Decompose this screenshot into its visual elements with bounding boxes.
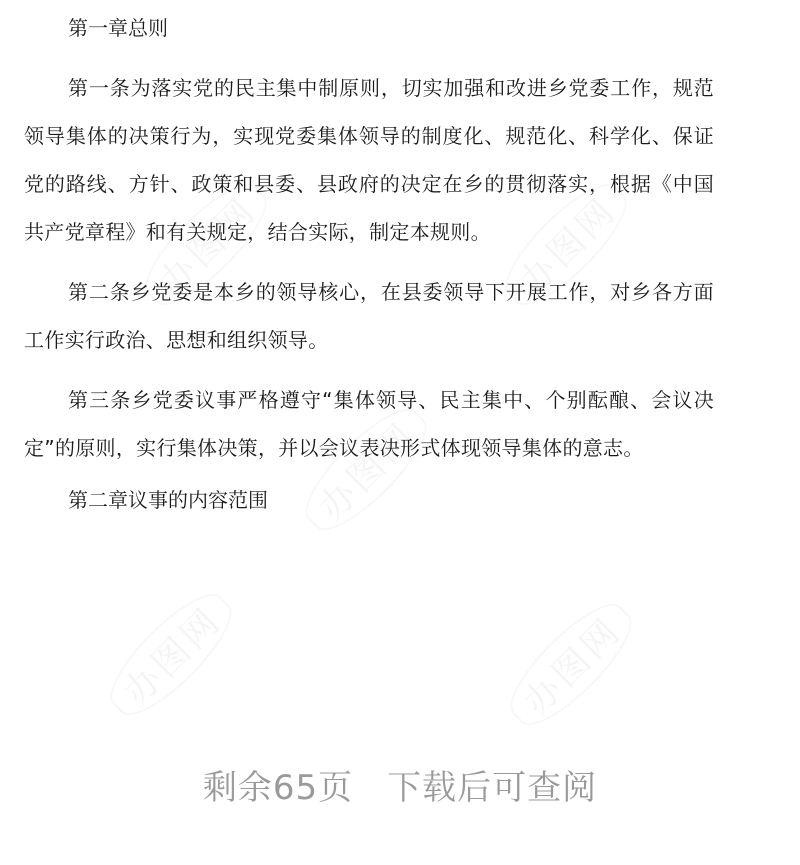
document-body [24,12,714,536]
download-to-view-text: 下载后可查阅 [387,768,598,808]
article-2: 第二条乡党委是本乡的领导核心，在县委领导下开展工作，对乡各方面工作实行政治、思想和组织领导。 [24,280,714,352]
chapter-2-title: 第二章议事的内容范围 [68,488,268,512]
watermark: 办图网 [291,395,440,544]
article-3: 第三条乡党委议事严格遵守“集体领导、民主集中、个别酝酿、会议决定”的原则，实行集体决策，并以会议表决形式体现领导集体的意志。 [24,388,714,460]
watermark: 办图网 [491,170,640,319]
watermark: 办图网 [96,580,245,729]
article-1: 第一条为落实党的民主集中制原则，切实加强和改进乡党委工作，规范领导集体的决策行为，实现党委集体领导的制度化、规范化、科学化、保证党的路线、方针、政策和县委、县政府的决定在乡的贯彻落实，根据《中国共产党章程》和有关规定，结合实际，制定本规则。 [24,76,714,244]
watermark: 办图网 [131,170,280,319]
chapter-1-title: 第一章总则 [68,16,168,40]
watermark: 办图网 [496,590,645,739]
remaining-pages-text: 剩余65页 [202,768,354,808]
remaining-pages-prompt[interactable] [0,764,800,812]
